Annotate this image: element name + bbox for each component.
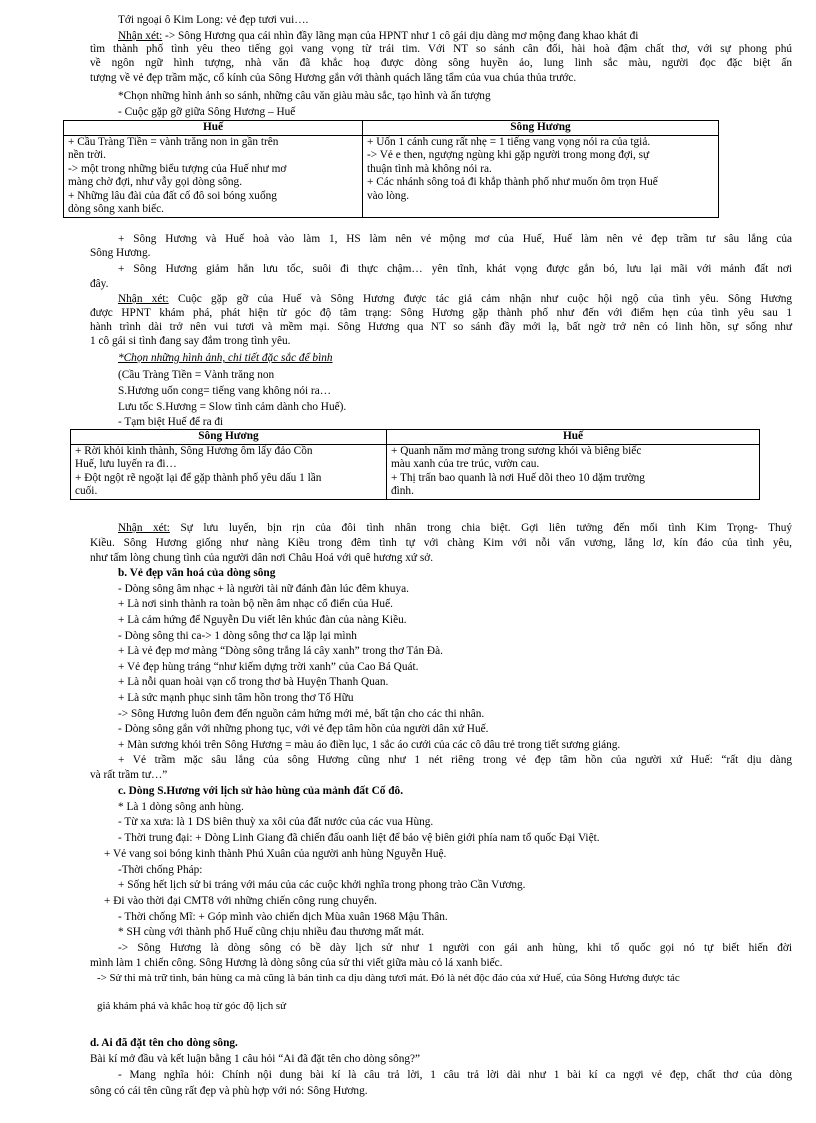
list-item: - Thời trung đại: + Dòng Linh Giang đã chiến đấu oanh liệt để bảo vệ biên giới phía nam tổ quốc Đại Việt. <box>118 832 600 844</box>
cell-line: nền trời. <box>68 149 106 161</box>
list-item: giả khám phá và khắc hoạ từ góc độ lịch sử <box>97 1000 287 1012</box>
paragraph-line: Kiều. Sông Hương giống như nàng Kiều trong đêm tình tự với chàng Kim với nỗi vấn vương, lẳng lơ, kín đáo của tình yêu, <box>90 537 792 549</box>
list-item: -> Sông Hương luôn đem đến nguồn cảm hứng mới mẻ, bất tận cho các thi nhân. <box>118 708 485 720</box>
paragraph-line: 1 cô gái si tình đang say đắm trong tình yêu. <box>90 335 291 347</box>
list-item: - Dòng sông gắn với những phong tục, với vẻ đẹp tâm hồn của người dân xứ Huế. <box>118 723 489 735</box>
section-note: *Chọn những hình ảnh, chi tiết đặc sắc để bình <box>118 352 333 364</box>
list-item: + Đi vào thời đại CMT8 với những chiến công rung chuyển. <box>104 895 377 907</box>
list-item: + Vẻ trầm mặc sâu lắng của sông Hương cũng như 1 nét riêng trong vẻ đẹp tâm hồn của người xứ Huế: “rất dịu dàng <box>118 754 792 766</box>
table-cell <box>363 135 719 217</box>
paragraph-line: Tới ngoại ô Kim Long: vẻ đẹp tươi vui…. <box>118 14 309 26</box>
nhan-xet-label: Nhận xét: <box>118 522 170 534</box>
list-item: mình làm 1 chiến công. Sông Hương là dòng sông của sử thi viết giữa màu cỏ lá xanh biếc. <box>90 957 503 969</box>
table-cell <box>64 135 363 217</box>
paragraph-line: được HPNT khám phá, phát hiện từ góc độ tâm trạng: Sông Hương gặp thành phố như đến với điểm hẹn của tình yêu sau 1 <box>90 307 792 319</box>
cell-line: cuối. <box>75 485 98 497</box>
paragraph-line: Lưu tốc S.Hương = Slow tình cảm dành cho Huế). <box>118 401 347 413</box>
cell-line: + Uốn 1 cánh cung rất nhẹ = 1 tiếng vang vọng nói ra của tgiả. <box>367 135 651 148</box>
cell-line: + Quanh năm mơ màng trong sương khói và biêng biếc <box>391 444 642 457</box>
list-item: + Là nơi sinh thành ra toàn bộ nền âm nhạc cổ điển của Huế. <box>118 598 393 610</box>
paragraph-line <box>118 522 792 535</box>
paragraph-line <box>118 30 638 43</box>
paragraph-line: S.Hương uốn cong= tiếng vang không nói ra… <box>118 385 332 397</box>
cell-line: màng chờ đợi, như vẫy gọi dòng sông. <box>68 176 243 188</box>
cell-line: -> Vẻ e then, ngượng ngùng khi gặp người trong mong đợi, sự <box>367 149 650 161</box>
table-header: Sông Hương <box>71 430 387 445</box>
list-item: - Dòng sông âm nhạc + là người tài nữ đánh đàn lúc đêm khuya. <box>118 583 409 595</box>
paragraph-line <box>118 293 792 306</box>
section-heading-b: b. Vẻ đẹp văn hoá của dòng sông <box>118 567 276 579</box>
list-item: - Thời chống Mĩ: + Góp mình vào chiến dịch Mùa xuân 1968 Mậu Thân. <box>118 911 448 923</box>
paragraph-line: - Cuộc gặp gỡ giữa Sông Hương – Huế <box>118 106 296 118</box>
table-cell <box>71 444 387 499</box>
list-item: * Là 1 dòng sông anh hùng. <box>118 801 244 813</box>
table-header: Huế <box>387 430 760 445</box>
paragraph-line: về ngôn ngữ hình tượng, nhà văn đã khắc hoạ được dòng sông huyền ảo, lung linh sắc màu, người đọc đặc biệt ấn <box>90 57 792 69</box>
list-item: * SH cùng với thành phố Huế cũng chịu nhiều đau thương mất mát. <box>118 926 425 938</box>
cell-line: + Rời khỏi kinh thành, Sông Hương ôm lấy đảo Cồn <box>75 444 313 457</box>
paragraph-line: + Sông Hương giảm hẳn lưu tốc, suôi đi thực chậm… yên tĩnh, khát vọng được gắn bó, lưu lại mãi với mảnh đất nơi <box>118 263 792 275</box>
comparison-table-2 <box>70 429 760 500</box>
list-item: + Sống hết lịch sử bi tráng với máu của các cuộc khởi nghĩa trong phong trào Cần Vương. <box>118 879 526 891</box>
paragraph-line: + Sông Hương và Huế hoà vào làm 1, HS làm nên vẻ mộng mơ của Huế, Huế làm nên vẻ đẹp trầm tư sâu lắng của <box>118 233 792 245</box>
section-heading-d: d. Ai đã đặt tên cho dòng sông. <box>90 1037 238 1049</box>
cell-line: + Cầu Tràng Tiền = vành trăng non in gần trên <box>68 135 279 148</box>
cell-line: -> một trong những biểu tượng của Huế như mơ <box>68 162 287 175</box>
cell-line: Huế, lưu luyến ra đi… <box>75 458 177 470</box>
nhan-xet-label: Nhận xét: <box>118 293 169 305</box>
paragraph-line: (Cầu Tràng Tiền = Vành trăng non <box>118 369 275 381</box>
cell-line: đình. <box>391 485 414 497</box>
section-heading-c: c. Dòng S.Hương với lịch sử hào hùng của mảnh đất Cố đô. <box>118 785 404 797</box>
paragraph-line: đây. <box>90 278 109 290</box>
paragraph-line: tìm thành phố tình yêu theo tiếng gọi vang vọng từ trái tim. Với NT so sánh cân đối, hài hoà đậm chất thơ, với sự phong phú <box>90 43 792 55</box>
list-item: + Vẻ đẹp hùng tráng “như kiếm dựng trời xanh” của Cao Bá Quát. <box>118 661 419 673</box>
cell-line: + Các nhánh sông toả đi khắp thành phố như muốn ôm trọn Huế <box>367 176 658 188</box>
cell-line: thuận tình mà không nói ra. <box>367 162 492 175</box>
paragraph-line: như tấm lòng chung tình của người dân nơi Châu Hoá với quê hương xứ sở. <box>90 552 434 564</box>
nhan-xet-1-text: -> Sông Hương qua cái nhìn đầy lãng mạn của HPNT như 1 cô gái dịu dàng mơ mộng đang khao khát đi <box>162 30 639 42</box>
list-item: + Vẻ vang soi bóng kinh thành Phú Xuân của người anh hùng Nguyễn Huệ. <box>104 848 447 860</box>
list-item: + Là nỗi quan hoài vạn cổ trong thơ bà Huyện Thanh Quan. <box>118 676 389 688</box>
paragraph-line: Sông Hương. <box>90 247 151 259</box>
cell-line: + Những lâu đài của đất cố đô soi bóng xuống <box>68 189 277 202</box>
nhan-xet-text: Sự lưu luyến, bịn rịn của đôi tình nhân trong chia biệt. Gợi liên tưởng đến mối tình Kim Trọng- Thuý <box>169 522 792 534</box>
list-item: - Dòng sông thi ca-> 1 dòng sông thơ ca lặp lại mình <box>118 630 357 642</box>
cell-line: + Đột ngột rẽ ngoặt lại để gặp thành phố yêu dấu 1 lần <box>75 471 322 484</box>
paragraph-line: tượng về vẻ đẹp trầm mặc, cổ kính của Sông Hương gắn với thành quách lăng tẩm của vua chúa thủa trước. <box>90 72 577 84</box>
nhan-xet-label: Nhận xét: <box>118 30 163 42</box>
list-item: + Là sức mạnh phục sinh tâm hồn trong thơ Tố Hữu <box>118 692 354 704</box>
table-header: Huế <box>64 121 363 136</box>
list-item: + Là vẻ đẹp mơ màng “Dòng sông trắng lá cây xanh” trong thơ Tản Đà. <box>118 645 443 657</box>
paragraph-line: *Chọn những hình ảnh so sánh, những câu văn giàu màu sắc, tạo hình và ấn tượng <box>118 90 491 102</box>
table-cell <box>387 444 760 499</box>
list-item: - Từ xa xưa: là 1 DS biên thuỳ xa xôi của đất nước của các vua Hùng. <box>118 816 434 828</box>
table-header: Sông Hương <box>363 121 719 136</box>
cell-line: + Thị trấn bao quanh là nơi Huế dõi theo 10 dặm trường <box>391 471 645 484</box>
list-item: và rất trầm tư…” <box>90 769 168 781</box>
list-item: -Thời chống Pháp: <box>118 864 203 876</box>
list-item: + Là cảm hứng để Nguyễn Du viết lên khúc đàn của nàng Kiều. <box>118 614 407 626</box>
paragraph-line: - Mang nghĩa hỏi: Chính nội dung bài kí là câu trả lời, 1 câu trả lời dài như 1 bài kí ca ngợi vẻ đẹp, chất thơ của dòng <box>118 1069 792 1081</box>
nhan-xet-text: Cuộc gặp gỡ của Huế và Sông Hương được tác giả cảm nhận như cuộc hội ngộ của tình yêu. Sông Hương <box>168 293 793 305</box>
cell-line: dòng sông xanh biếc. <box>68 203 165 215</box>
cell-line: màu xanh của tre trúc, vườn cau. <box>391 458 540 470</box>
list-item: + Màn sương khói trên Sông Hương = màu áo điền lục, 1 sắc áo cưới của các cô dâu trẻ trong tiết sương giáng. <box>118 739 621 751</box>
cell-line: vào lòng. <box>367 189 410 202</box>
paragraph-line: sông có cái tên cũng rất đẹp và phù hợp với nó: Sông Hương. <box>90 1085 368 1097</box>
paragraph-line: hành trình dài trở nên vui tươi và mềm mại. Sông Hương qua NT so sánh đầy mới lạ, bất ngờ trở nên có linh hồn, sự sống như <box>90 321 792 333</box>
paragraph-line: - Tạm biệt Huế để ra đi <box>118 416 224 428</box>
list-item: -> Sông Hương là dòng sông có bề dày lịch sử như 1 người con gái anh hùng, khi tổ quốc gọi nó tự biết hiến đời <box>118 942 792 954</box>
comparison-table-1 <box>63 120 719 218</box>
paragraph-line: Bài kí mở đầu và kết luận bằng 1 câu hỏi “Ai đã đặt tên cho dòng sông?” <box>90 1053 421 1065</box>
list-item: -> Sử thi mà trữ tình, bản hùng ca mà cũng là bản tình ca dịu dàng tươi mát. Đó là nét độc đáo của xứ Huế, của Sông Hương được tác <box>97 972 680 984</box>
